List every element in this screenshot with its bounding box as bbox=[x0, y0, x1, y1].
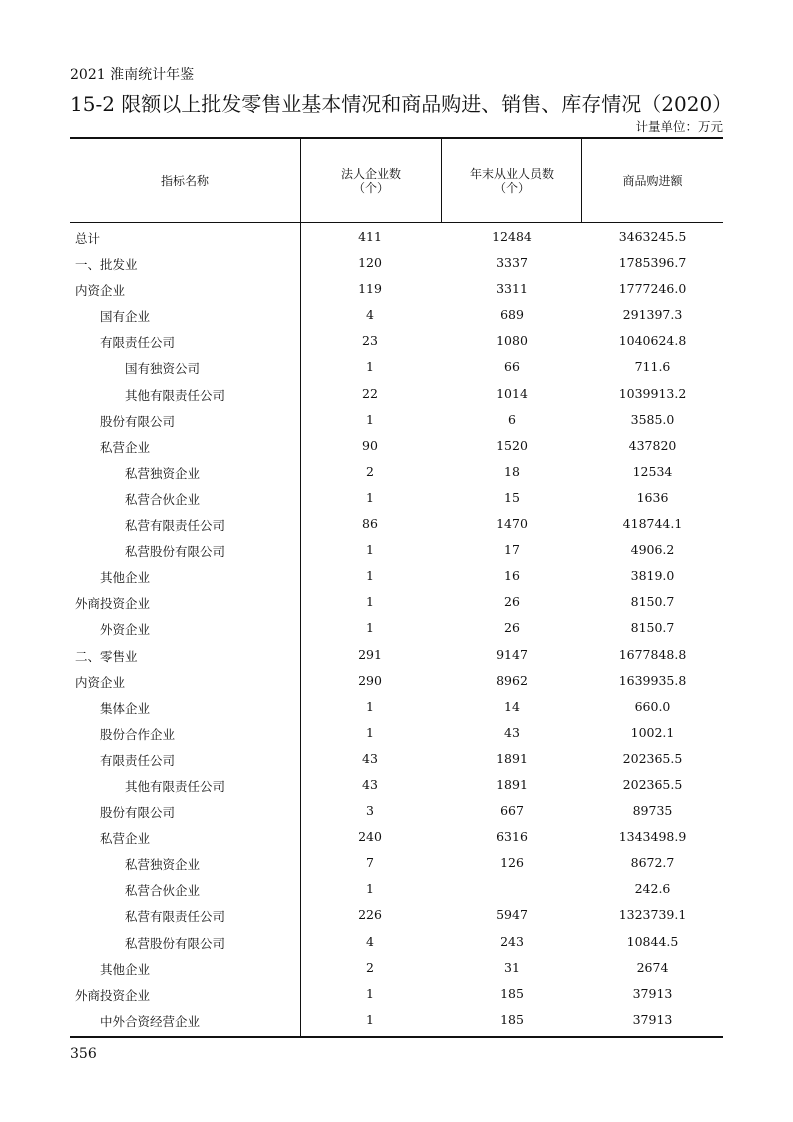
header-line: 年末从业人员数 bbox=[469, 166, 554, 181]
cell-employees: 689 bbox=[500, 307, 524, 323]
row-name: 其他企业 bbox=[100, 961, 151, 977]
table-row bbox=[70, 1006, 723, 1032]
cell-purchases: 1677848.8 bbox=[618, 646, 687, 662]
table-row bbox=[70, 301, 723, 327]
cell-purchases: 8150.7 bbox=[630, 594, 675, 610]
cell-employees: 14 bbox=[504, 698, 520, 714]
cell-employees: 1080 bbox=[496, 333, 528, 349]
cell-purchases: 1777246.0 bbox=[618, 281, 687, 297]
cell-firms: 2 bbox=[366, 463, 374, 479]
cell-firms: 43 bbox=[362, 750, 378, 766]
table-row bbox=[70, 797, 723, 823]
row-name: 私营企业 bbox=[100, 439, 151, 455]
header-unit: （个） bbox=[352, 180, 389, 195]
cell-firms: 120 bbox=[358, 255, 382, 271]
cell-purchases: 4906.2 bbox=[630, 542, 675, 558]
header-indicator-name bbox=[70, 139, 300, 222]
cell-employees: 243 bbox=[500, 933, 524, 949]
table-row bbox=[70, 223, 723, 249]
cell-firms: 7 bbox=[366, 855, 374, 871]
row-name: 股份合作企业 bbox=[100, 726, 176, 742]
row-name: 外商投资企业 bbox=[75, 596, 151, 612]
cell-firms: 119 bbox=[358, 281, 382, 297]
row-name: 集体企业 bbox=[100, 700, 151, 716]
table-row bbox=[70, 458, 723, 484]
cell-purchases: 202365.5 bbox=[622, 776, 683, 792]
row-name: 私营有限责任公司 bbox=[125, 909, 226, 925]
cell-purchases: 1636 bbox=[636, 489, 669, 505]
cell-employees: 16 bbox=[504, 568, 520, 584]
cell-firms: 1 bbox=[366, 724, 374, 740]
cell-purchases: 3463245.5 bbox=[618, 229, 687, 244]
table-row bbox=[70, 980, 723, 1006]
cell-employees: 9147 bbox=[496, 646, 528, 662]
table-row bbox=[70, 693, 723, 719]
row-name: 私营股份有限公司 bbox=[125, 935, 226, 951]
cell-employees: 31 bbox=[504, 959, 520, 975]
cell-employees: 185 bbox=[500, 985, 524, 1001]
table-row bbox=[70, 641, 723, 667]
table-title: 15-2 限额以上批发零售业基本情况和商品购进、销售、库存情况（2020） bbox=[70, 92, 733, 116]
cell-purchases: 1785396.7 bbox=[618, 255, 687, 271]
cell-employees: 3311 bbox=[496, 281, 528, 297]
cell-employees: 6 bbox=[508, 411, 516, 427]
row-name: 二、零售业 bbox=[75, 648, 138, 664]
cell-employees: 18 bbox=[504, 463, 520, 479]
cell-employees: 17 bbox=[504, 542, 520, 558]
table-row bbox=[70, 901, 723, 927]
cell-purchases: 89735 bbox=[632, 803, 673, 819]
cell-purchases: 437820 bbox=[628, 437, 677, 453]
cell-purchases: 1039913.2 bbox=[618, 385, 687, 401]
cell-firms: 1 bbox=[366, 411, 374, 427]
table-row bbox=[70, 484, 723, 510]
cell-purchases: 1343498.9 bbox=[618, 829, 687, 845]
cell-employees: 1891 bbox=[496, 750, 528, 766]
table-row bbox=[70, 510, 723, 536]
row-name: 私营股份有限公司 bbox=[125, 544, 226, 560]
cell-firms: 1 bbox=[366, 359, 374, 375]
row-name: 股份有限公司 bbox=[100, 413, 176, 429]
row-name: 私营企业 bbox=[100, 831, 151, 847]
row-name: 中外合资经营企业 bbox=[100, 1013, 201, 1029]
cell-firms: 3 bbox=[366, 803, 374, 819]
cell-firms: 1 bbox=[366, 881, 374, 897]
cell-employees: 43 bbox=[504, 724, 520, 740]
cell-purchases: 1002.1 bbox=[630, 724, 675, 740]
row-name: 国有独资公司 bbox=[125, 361, 201, 377]
cell-employees: 8962 bbox=[496, 672, 528, 688]
header-employees bbox=[442, 139, 582, 222]
cell-firms: 4 bbox=[366, 933, 374, 949]
cell-firms: 22 bbox=[362, 385, 378, 401]
cell-purchases: 202365.5 bbox=[622, 750, 683, 766]
table-header bbox=[70, 139, 723, 222]
cell-firms: 4 bbox=[366, 307, 374, 323]
cell-firms: 291 bbox=[358, 646, 382, 662]
table-row bbox=[70, 614, 723, 640]
table-row bbox=[70, 875, 723, 901]
table-row bbox=[70, 432, 723, 458]
header-line: 指标名称 bbox=[160, 173, 209, 188]
table-row bbox=[70, 667, 723, 693]
cell-purchases: 711.6 bbox=[634, 359, 671, 375]
row-name: 内资企业 bbox=[75, 674, 126, 690]
cell-purchases: 291397.3 bbox=[622, 307, 683, 323]
cell-firms: 1 bbox=[366, 985, 374, 1001]
table-row bbox=[70, 353, 723, 379]
table-row bbox=[70, 588, 723, 614]
cell-employees: 1891 bbox=[496, 776, 528, 792]
table-row bbox=[70, 745, 723, 771]
cell-employees: 6316 bbox=[496, 829, 528, 845]
table-row bbox=[70, 823, 723, 849]
cell-purchases: 1323739.1 bbox=[618, 907, 687, 923]
cell-firms: 1 bbox=[366, 489, 374, 505]
table-row bbox=[70, 249, 723, 275]
cell-firms: 226 bbox=[358, 907, 382, 923]
cell-firms: 240 bbox=[358, 829, 382, 845]
cell-purchases: 242.6 bbox=[634, 881, 671, 897]
row-name: 内资企业 bbox=[75, 283, 126, 299]
table-row bbox=[70, 275, 723, 301]
row-name: 外资企业 bbox=[100, 622, 151, 638]
cell-purchases: 37913 bbox=[632, 985, 673, 1001]
cell-firms: 411 bbox=[358, 229, 382, 244]
cell-firms: 1 bbox=[366, 698, 374, 714]
cell-firms: 43 bbox=[362, 776, 378, 792]
table-body bbox=[70, 223, 723, 1032]
cell-firms: 1 bbox=[366, 542, 374, 558]
cell-firms: 1 bbox=[366, 620, 374, 636]
table-row bbox=[70, 380, 723, 406]
bottom-rule bbox=[70, 1036, 723, 1038]
table-row bbox=[70, 406, 723, 432]
table-row bbox=[70, 327, 723, 353]
cell-purchases: 10844.5 bbox=[626, 933, 679, 949]
cell-firms: 1 bbox=[366, 594, 374, 610]
header-firms bbox=[301, 139, 441, 222]
cell-purchases: 3585.0 bbox=[630, 411, 675, 427]
header-line: 商品购进额 bbox=[622, 173, 683, 188]
page-number: 356 bbox=[70, 1046, 97, 1062]
cell-firms: 2 bbox=[366, 959, 374, 975]
cell-purchases: 37913 bbox=[632, 1011, 673, 1027]
table-row bbox=[70, 954, 723, 980]
cell-employees: 1014 bbox=[496, 385, 528, 401]
cell-purchases: 8672.7 bbox=[630, 855, 675, 871]
header-unit: （个） bbox=[493, 180, 530, 195]
cell-firms: 1 bbox=[366, 1011, 374, 1027]
row-name: 有限责任公司 bbox=[100, 335, 176, 351]
header-line: 法人企业数 bbox=[340, 166, 401, 181]
table-row bbox=[70, 562, 723, 588]
cell-employees: 12484 bbox=[492, 229, 532, 244]
cell-firms: 86 bbox=[362, 516, 378, 532]
unit-label: 计量单位：万元 bbox=[635, 119, 723, 134]
row-name: 一、批发业 bbox=[75, 257, 138, 273]
row-name: 国有企业 bbox=[100, 309, 151, 325]
row-name: 其他有限责任公司 bbox=[125, 387, 226, 403]
cell-employees: 667 bbox=[500, 803, 524, 819]
cell-employees: 15 bbox=[504, 489, 520, 505]
row-name: 其他企业 bbox=[100, 570, 151, 586]
row-name: 股份有限公司 bbox=[100, 805, 176, 821]
cell-firms: 290 bbox=[358, 672, 382, 688]
table-row bbox=[70, 771, 723, 797]
table-row bbox=[70, 536, 723, 562]
cell-purchases: 2674 bbox=[636, 959, 669, 975]
header-purchases bbox=[582, 139, 723, 222]
cell-employees: 26 bbox=[504, 620, 520, 636]
running-head: 2021 淮南统计年鉴 bbox=[70, 67, 195, 83]
cell-employees: 3337 bbox=[496, 255, 528, 271]
cell-employees: 185 bbox=[500, 1011, 524, 1027]
row-name: 外商投资企业 bbox=[75, 987, 151, 1003]
row-name: 总计 bbox=[75, 231, 101, 246]
row-name: 私营有限责任公司 bbox=[125, 518, 226, 534]
cell-purchases: 12534 bbox=[632, 463, 673, 479]
cell-firms: 90 bbox=[362, 437, 378, 453]
row-name: 私营合伙企业 bbox=[125, 883, 201, 899]
cell-firms: 1 bbox=[366, 568, 374, 584]
cell-employees: 26 bbox=[504, 594, 520, 610]
cell-purchases: 1040624.8 bbox=[618, 333, 687, 349]
cell-employees: 1470 bbox=[496, 516, 528, 532]
cell-employees: 66 bbox=[504, 359, 520, 375]
cell-firms: 23 bbox=[362, 333, 378, 349]
cell-purchases: 8150.7 bbox=[630, 620, 675, 636]
table-row bbox=[70, 849, 723, 875]
cell-employees: 1520 bbox=[496, 437, 528, 453]
row-name: 其他有限责任公司 bbox=[125, 778, 226, 794]
row-name: 私营独资企业 bbox=[125, 465, 201, 481]
cell-purchases: 418744.1 bbox=[622, 516, 683, 532]
cell-purchases: 1639935.8 bbox=[618, 672, 687, 688]
cell-employees: 126 bbox=[500, 855, 524, 871]
cell-employees: 5947 bbox=[496, 907, 528, 923]
table-row bbox=[70, 719, 723, 745]
cell-purchases: 660.0 bbox=[634, 698, 671, 714]
row-name: 私营合伙企业 bbox=[125, 491, 201, 507]
row-name: 有限责任公司 bbox=[100, 752, 176, 768]
table-row bbox=[70, 928, 723, 954]
cell-purchases: 3819.0 bbox=[630, 568, 675, 584]
row-name: 私营独资企业 bbox=[125, 857, 201, 873]
